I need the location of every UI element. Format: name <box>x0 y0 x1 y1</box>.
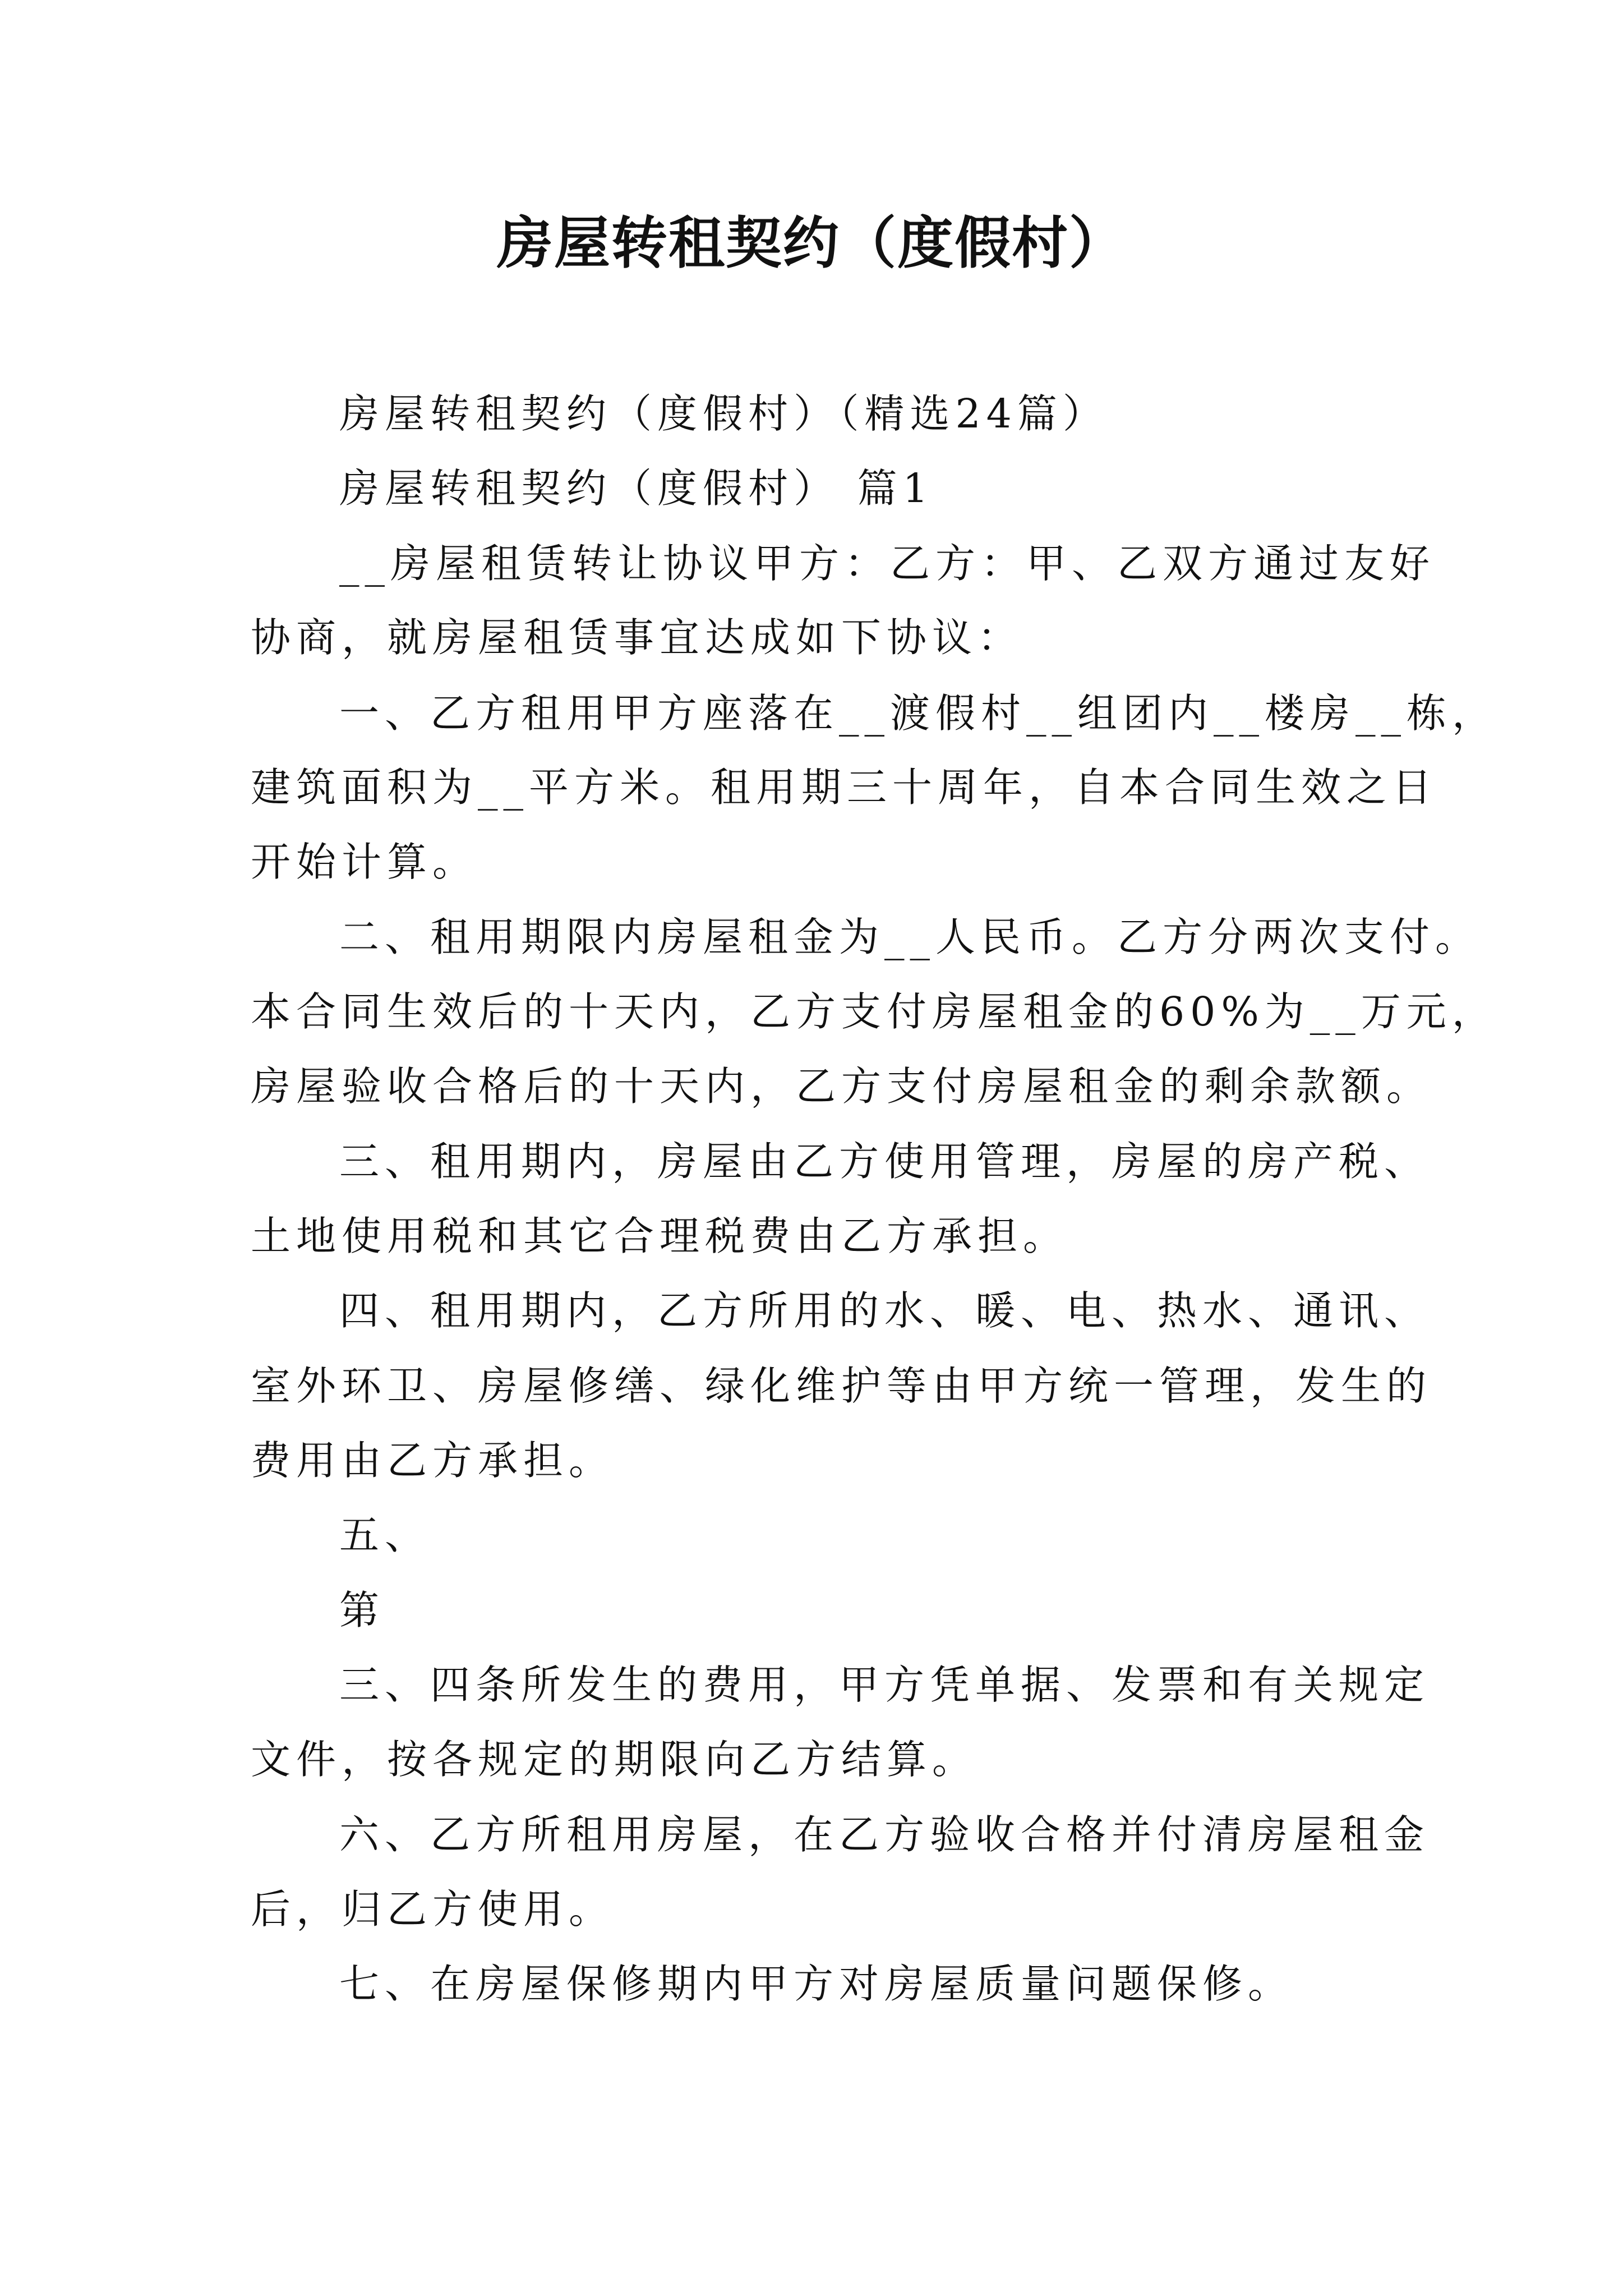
paragraph-line: 协商，就房屋租赁事宜达成如下协议： <box>251 614 1023 661</box>
subtitle-line: 房屋转租契约（度假村）（精选24篇） <box>339 390 1108 437</box>
paragraph-line: 三、租用期内，房屋由乙方使用管理，房屋的房产税、 <box>339 1138 1430 1185</box>
paragraph-line: 费用由乙方承担。 <box>251 1437 615 1484</box>
paragraph-line: 本合同生效后的十天内，乙方支付房屋租金的60%为__万元， <box>251 988 1497 1035</box>
paragraph-line: 七、在房屋保修期内甲方对房屋质量问题保修。 <box>339 1961 1294 2007</box>
paragraph-line: 四、租用期内，乙方所用的水、暖、电、热水、通讯、 <box>339 1287 1430 1334</box>
paragraph-line: 六、乙方所租用房屋，在乙方验收合格并付清房屋租金 <box>339 1811 1430 1858</box>
paragraph-line: 五、 <box>339 1512 431 1558</box>
paragraph-line: 文件，按各规定的期限向乙方结算。 <box>251 1736 978 1783</box>
paragraph-line: 第 <box>339 1587 385 1634</box>
paragraph-line: __房屋租赁转让协议甲方：乙方：甲、乙双方通过友好 <box>339 540 1436 587</box>
paragraph-line: 二、租用期限内房屋租金为__人民币。乙方分两次支付。 <box>339 914 1481 960</box>
paragraph-line: 土地使用税和其它合理税费由乙方承担。 <box>251 1213 1069 1259</box>
paragraph-line: 室外环卫、房屋修缮、绿化维护等由甲方统一管理，发生的 <box>251 1363 1432 1409</box>
paragraph-line: 三、四条所发生的费用，甲方凭单据、发票和有关规定 <box>339 1662 1430 1708</box>
section-heading: 房屋转租契约（度假村） 篇1 <box>339 465 934 512</box>
paragraph-line: 后，归乙方使用。 <box>251 1886 615 1932</box>
document-title: 房屋转租契约（度假村） <box>497 210 1126 276</box>
paragraph-line: 房屋验收合格后的十天内，乙方支付房屋租金的剩余款额。 <box>251 1063 1432 1110</box>
paragraph-line: 建筑面积为__平方米。租用期三十周年，自本合同生效之日 <box>251 764 1438 811</box>
paragraph-line: 开始计算。 <box>251 839 478 885</box>
paragraph-line: 一、乙方租用甲方座落在__渡假村__组团内__楼房__栋， <box>339 690 1498 737</box>
